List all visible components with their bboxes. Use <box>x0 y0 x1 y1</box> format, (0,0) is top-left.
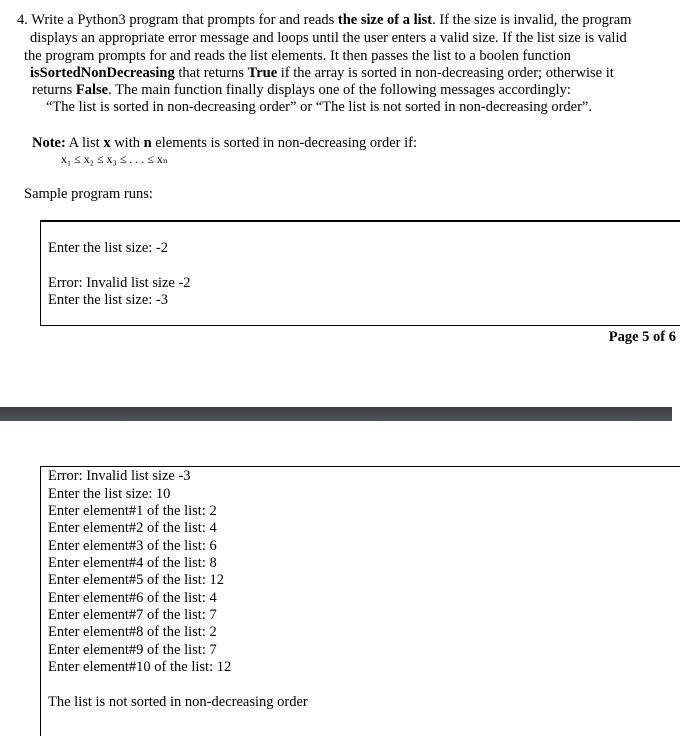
output-line: Enter element#1 of the list: 2 <box>48 503 217 519</box>
false-keyword: False <box>75 82 109 98</box>
question-text: 4. Write a Python3 program that prompts for and reads <box>17 12 338 28</box>
question-line-6 <box>46 98 592 116</box>
output-line: Enter element#8 of the list: 2 <box>48 624 217 640</box>
output-line: Enter element#6 of the list: 4 <box>48 590 217 606</box>
question-line-1 <box>17 11 631 29</box>
function-name: isSortedNonDecreasing <box>30 65 175 81</box>
question-text: . If the size is invalid, the program <box>432 12 632 28</box>
page-number <box>609 329 676 346</box>
page-of: of <box>649 329 669 345</box>
sample-heading: Sample program runs: <box>24 186 153 202</box>
output-line: Enter element#10 of the list: 12 <box>48 659 232 675</box>
question-text: returns <box>32 82 76 98</box>
output-line: Enter element#5 of the list: 12 <box>48 572 224 588</box>
sample-run-box-2 <box>40 466 680 736</box>
output-line: Enter element#3 of the list: 6 <box>48 538 217 554</box>
page-break-divider <box>0 407 672 421</box>
question-text: . The main function finally displays one of the following messages accordingly: <box>108 82 571 98</box>
output-line: Enter element#4 of the list: 8 <box>48 555 217 571</box>
sample-run-box-1 <box>40 220 680 326</box>
output-line: Enter element#9 of the list: 7 <box>48 642 217 658</box>
question-text: if the array is sorted in non-decreasing order; otherwise it <box>277 65 614 81</box>
output-messages: “The list is sorted in non-decreasing order” or “The list is not sorted in non-decreasing order”. <box>46 99 592 115</box>
question-line-3 <box>24 47 571 65</box>
note-text: elements is sorted in non-decreasing order if: <box>151 135 418 151</box>
note-text: with <box>110 135 144 151</box>
question-line-4 <box>30 64 614 82</box>
question-text: that returns <box>174 65 248 81</box>
page-current: 5 <box>642 329 650 345</box>
note-line <box>32 134 417 152</box>
question-text: displays an appropriate error message and loops until the user enters a valid size. If the list size is valid <box>30 30 627 46</box>
page-label: Page <box>608 329 643 345</box>
true-keyword: True <box>247 65 278 81</box>
output-line: Error: Invalid list size -2 <box>48 275 191 291</box>
output-line: Enter element#2 of the list: 4 <box>48 520 217 536</box>
note-formula: x₁ ≤ x₂ ≤ x₃ ≤ . . . ≤ xₙ <box>61 152 169 166</box>
output-line: The list is not sorted in non-decreasing order <box>48 694 308 710</box>
note-label: Note: <box>32 135 66 151</box>
output-line: Enter the list size: -3 <box>48 292 168 308</box>
note-text: A list <box>65 135 104 151</box>
output-line: Enter element#7 of the list: 7 <box>48 607 217 623</box>
page-total: 6 <box>668 329 676 345</box>
question-line-5 <box>32 81 571 99</box>
output-line: Error: Invalid list size -3 <box>48 468 191 484</box>
question-text: the program prompts for and reads the list elements. It then passes the list to a boolen function <box>24 48 571 64</box>
question-emphasis: the size of a list <box>337 12 433 28</box>
note-var-n: n <box>143 135 152 151</box>
output-line: Enter the list size: -2 <box>48 240 168 256</box>
note-var-x: x <box>103 135 111 151</box>
question-line-2 <box>30 29 627 47</box>
output-line: Enter the list size: 10 <box>48 486 171 502</box>
